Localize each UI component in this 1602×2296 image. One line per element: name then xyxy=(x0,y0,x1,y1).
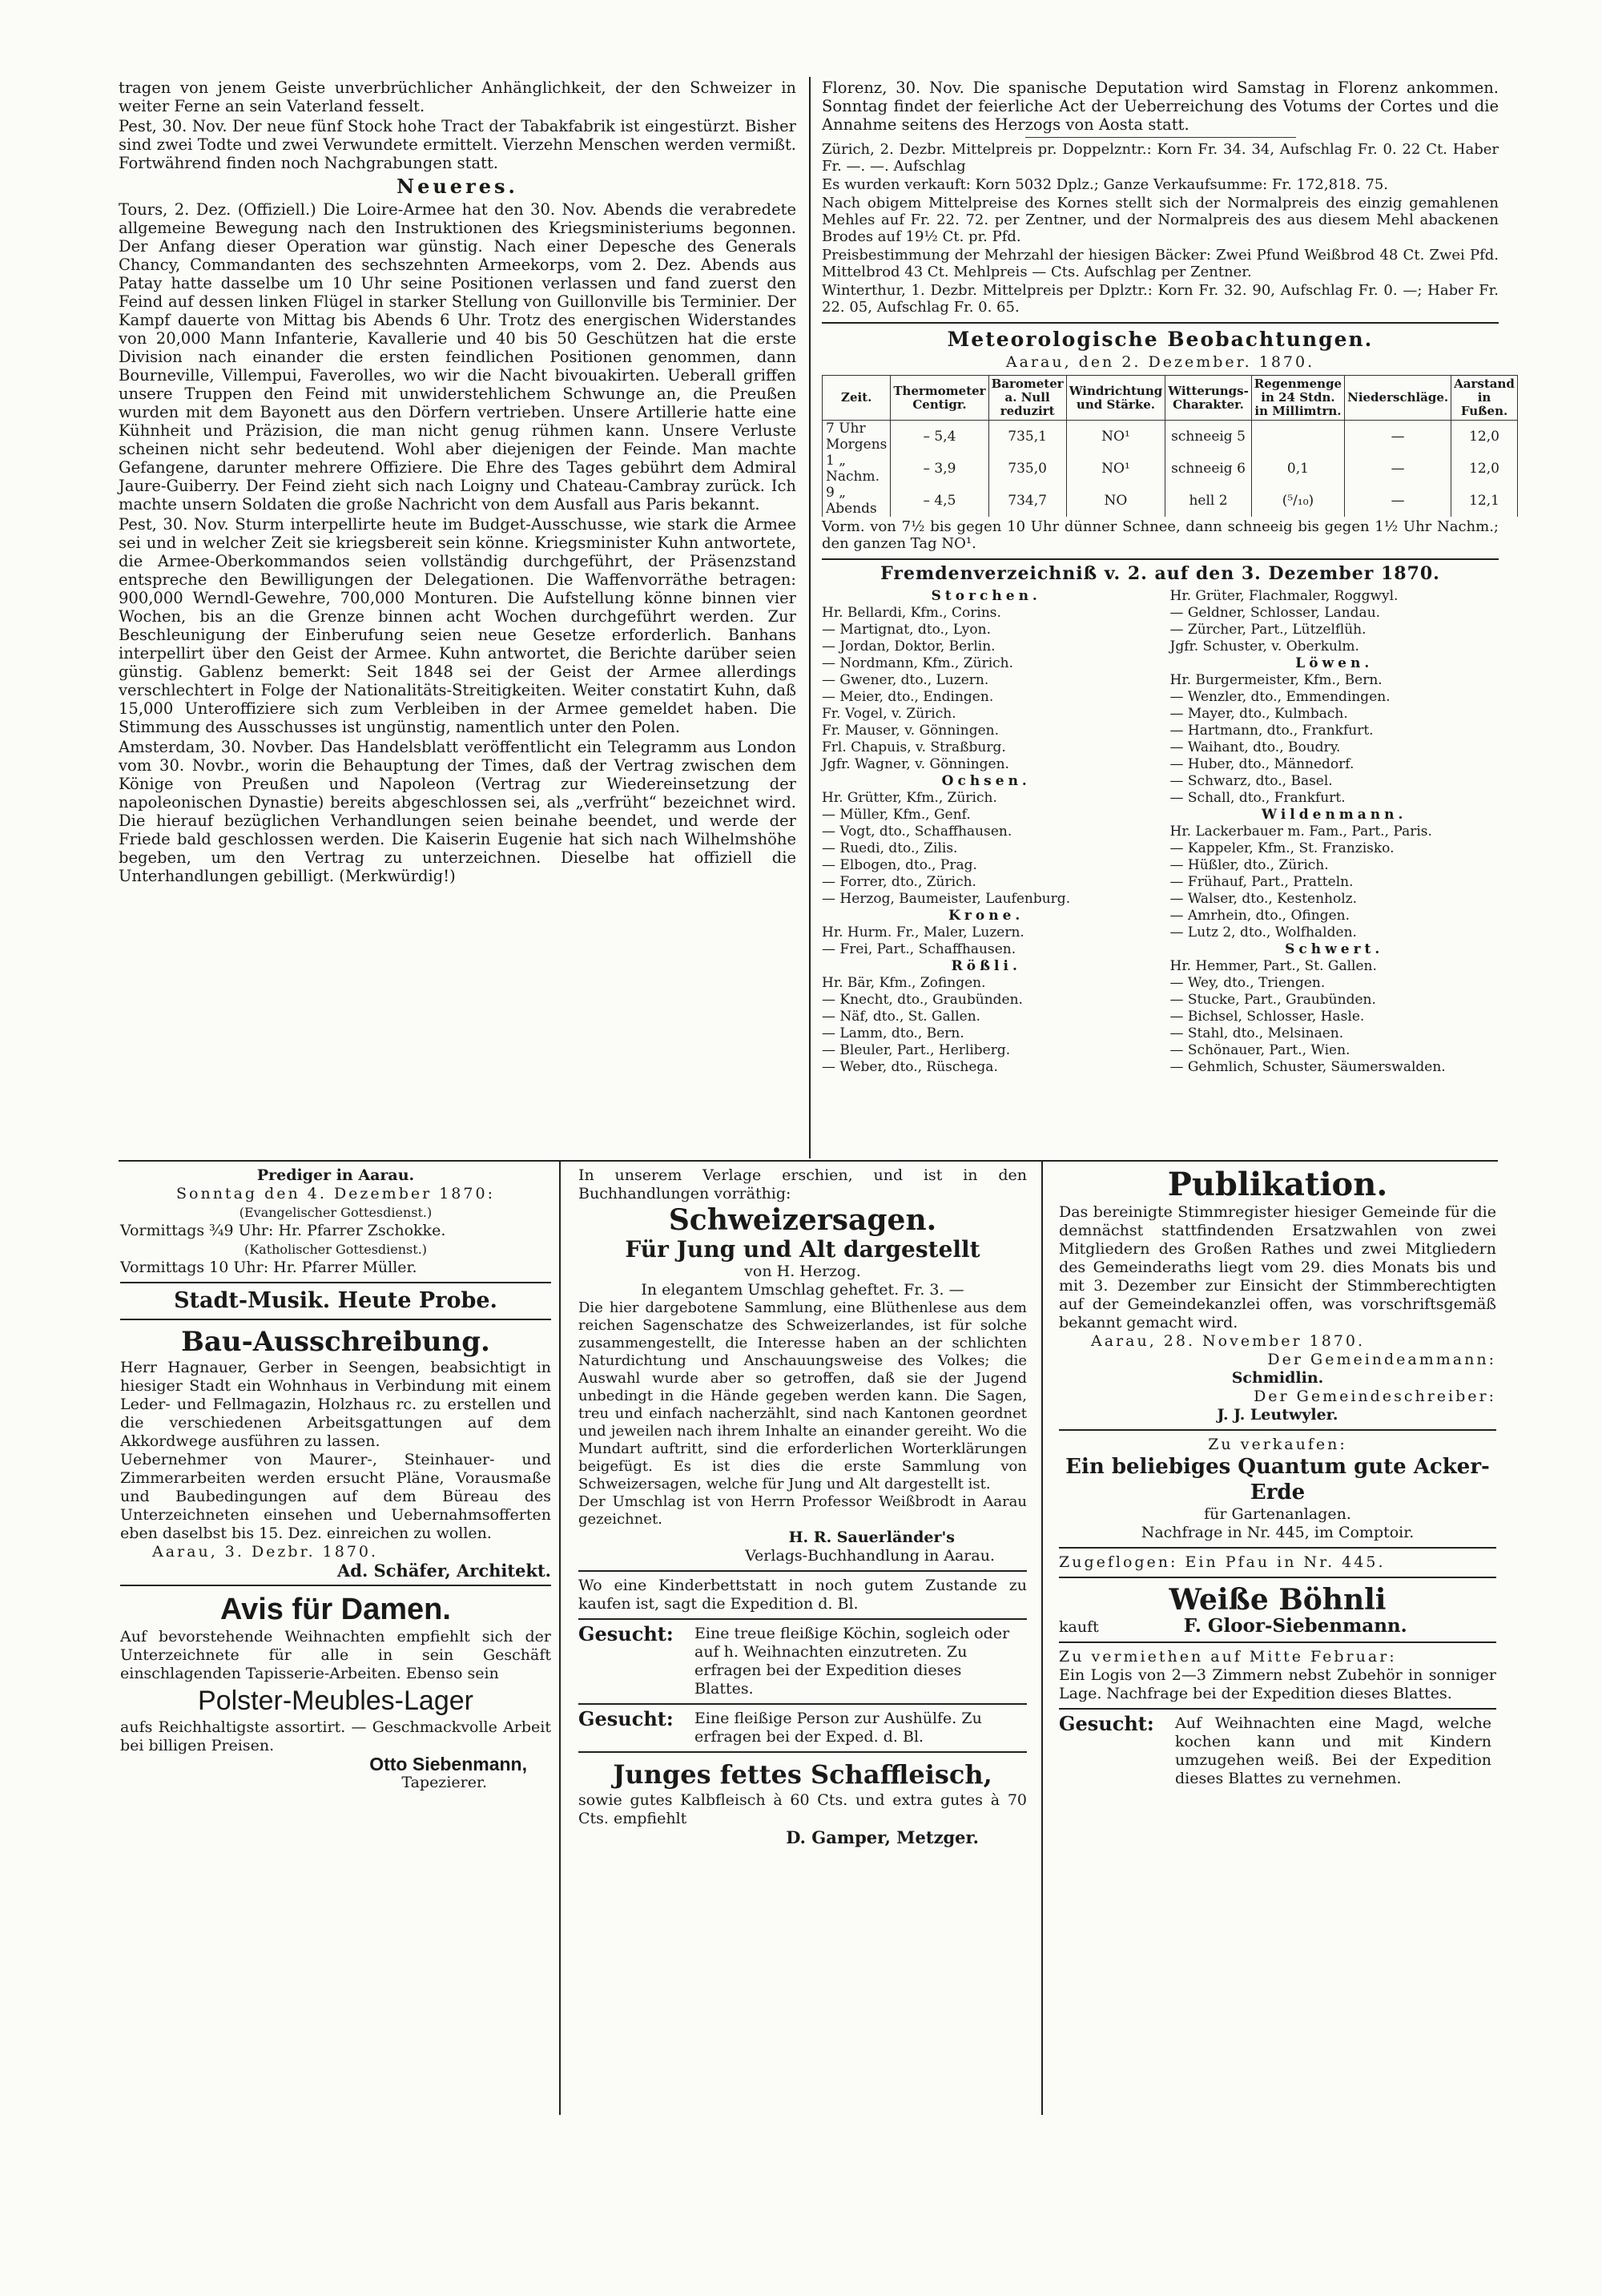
guest-entry: — Jordan, Doktor, Berlin. xyxy=(822,638,996,655)
weather-title: Meteorologische Beobachtungen. xyxy=(947,328,1374,351)
weather-cell: — xyxy=(1345,421,1451,453)
sale-heading: Zu verkaufen: xyxy=(1208,1436,1347,1453)
guest-entry: — Elbogen, dto., Prag. xyxy=(822,857,977,873)
weather-column-header: Witterungs-Charakter. xyxy=(1165,376,1252,421)
weather-cell: — xyxy=(1345,453,1451,485)
guest-entry: — Schall, dto., Frankfurt. xyxy=(1169,790,1346,806)
left-news-column xyxy=(119,79,796,887)
weather-table-body xyxy=(823,421,1518,518)
rent-text: Ein Logis von 2—3 Zimmern nebst Zubehör in sonniger Lage. Nachfrage bei der Expedition dieses Blattes. xyxy=(1059,1666,1496,1702)
divider xyxy=(1059,1708,1496,1710)
guest-entry: — Waihant, dto., Boudry. xyxy=(1169,739,1341,755)
hotel-name: Rößli. xyxy=(951,958,1021,974)
market-line: Winterthur, 1. Dezbr. Mittelpreis per Dplztr.: Korn Fr. 32. 90, Aufschlag Fr. 0. —; Haber Fr. 22. 05, Aufschlag Fr. 0. 65. xyxy=(822,282,1499,316)
guest-entry: — Schönauer, Part., Wien. xyxy=(1169,1042,1350,1058)
divider xyxy=(1059,1641,1496,1643)
guest-entry: — Knecht, dto., Graubünden. xyxy=(822,992,1023,1008)
weather-column-header: Zeit. xyxy=(823,376,891,421)
guest-entry: — Stahl, dto., Melsinaen. xyxy=(1169,1025,1344,1041)
guest-entry: Hr. Lackerbauer m. Fam., Part., Paris. xyxy=(1169,824,1432,840)
weather-cell: – 4,5 xyxy=(891,485,988,517)
ads-column-a xyxy=(120,1166,551,1792)
sermon-title: Prediger in Aarau. xyxy=(256,1166,415,1184)
guest-entry: — Kappeler, Kfm., St. Franzisko. xyxy=(1169,840,1395,856)
avis-title: Avis für Damen. xyxy=(220,1593,451,1626)
kinderbett-ad: Wo eine Kinderbettstatt in noch gutem Zustande zu kaufen ist, sagt die Expedition d. Bl. xyxy=(578,1577,1027,1613)
koechin-text: Eine treue fleißige Köchin, sogleich oder auf h. Weihnachten einzutreten. Zu erfragen bei der Expedition dieses Blattes. xyxy=(694,1625,1010,1698)
guest-entries xyxy=(822,790,1151,908)
guest-entry: — Wey, dto., Triengen. xyxy=(1169,975,1326,991)
publication-date: Aarau, 28. November 1870. xyxy=(1091,1332,1366,1350)
bau-signature: Ad. Schäfer, Architekt. xyxy=(337,1561,551,1581)
weather-place: Aarau, den 2. Dezember. 1870. xyxy=(1005,353,1315,371)
schaffleisch-text: sowie gutes Kalbfleisch à 60 Cts. und extra gutes à 70 Cts. empfiehlt xyxy=(578,1791,1027,1827)
guest-entries xyxy=(822,605,1151,773)
weather-cell: (⁵/₁₀) xyxy=(1251,485,1344,517)
sagen-author: von H. Herzog. xyxy=(744,1263,861,1280)
guest-entry: — Lutz 2, dto., Wolfhalden. xyxy=(1169,924,1357,941)
sermon-date: Sonntag den 4. Dezember 1870: xyxy=(176,1185,495,1202)
erde-title: Ein beliebiges Quantum gute Acker-Erde xyxy=(1065,1455,1490,1504)
guest-entry: — Müller, Kfm., Genf. xyxy=(822,807,971,823)
right-news-column xyxy=(822,79,1515,1076)
weather-cell: schneeig 6 xyxy=(1165,453,1252,485)
ads-column-b xyxy=(578,1166,1027,1847)
official-name: Schmidlin. xyxy=(1231,1369,1324,1387)
hotel-name: Löwen. xyxy=(1295,655,1374,671)
guest-entry: Hr. Grüter, Flachmaler, Roggwyl. xyxy=(1169,588,1399,604)
aushuelfe-ad xyxy=(578,1707,1027,1746)
guest-entries xyxy=(1170,824,1499,941)
weather-cell: 734,7 xyxy=(988,485,1066,517)
avis-text: Auf bevorstehende Weihnachten empfiehlt sich der Unterzeichnete für alle in sein Geschäft einschlagenden Tapisserie-Arbeiten. Ebenso sein xyxy=(120,1628,551,1682)
market-line: Zürich, 2. Dezbr. Mittelpreis pr. Doppelzntr.: Korn Fr. 34. 34, Aufschlag Fr. 0. 22 Ct. Haber Fr. —. —. Aufschlag xyxy=(822,141,1499,175)
guest-entry: Hr. Hemmer, Part., St. Gallen. xyxy=(1169,958,1377,974)
guest-entry: — Zürcher, Part., Lützelflüh. xyxy=(1169,622,1367,638)
divider xyxy=(578,1618,1027,1620)
gloor-name: F. Gloor-Siebenmann. xyxy=(1183,1615,1407,1637)
sermon-line: (Katholischer Gottesdienst.) xyxy=(244,1242,428,1257)
guest-entry: — Geldner, Schlosser, Landau. xyxy=(1169,605,1381,621)
divider xyxy=(822,322,1499,324)
gamper-signature: D. Gamper, Metzger. xyxy=(786,1827,979,1847)
guest-entries xyxy=(822,924,1151,958)
guest-entries xyxy=(822,975,1151,1076)
pfau-notice: Zugeflogen: Ein Pfau in Nr. 445. xyxy=(1059,1553,1386,1571)
gesucht-label: Gesucht: xyxy=(1059,1712,1154,1735)
market-report xyxy=(822,141,1499,316)
divider xyxy=(822,558,1499,560)
weather-cell: – 5,4 xyxy=(891,421,988,453)
divider xyxy=(1059,1429,1496,1431)
weather-column-header: Aarstand in Fußen. xyxy=(1451,376,1518,421)
weather-column-header: Windrichtung und Stärke. xyxy=(1066,376,1165,421)
stadtmusik-notice: Stadt-Musik. Heute Probe. xyxy=(174,1288,497,1313)
guest-entry: — Walser, dto., Kestenholz. xyxy=(1169,891,1358,907)
bau-text: Herr Hagnauer, Gerber in Seengen, beabsichtigt in hiesiger Stadt ein Wohnhaus in Verbindung mit einem Leder- und Fellmagazin, Holzhaus rc. zu erstellen und die verschiedenen Arbeitsgattungen auf dem Akkordwege ausführen zu lassen. xyxy=(120,1359,551,1450)
kauft-label: kauft xyxy=(1059,1618,1099,1636)
gesucht-label: Gesucht: xyxy=(578,1707,674,1730)
ads-column-c xyxy=(1059,1166,1496,1788)
sermon-line: (Evangelischer Gottesdienst.) xyxy=(239,1205,433,1220)
rent-heading: Zu vermiethen auf Mitte Februar: xyxy=(1059,1648,1397,1666)
divider xyxy=(120,1282,551,1283)
guest-entry: Fr. Vogel, v. Zürich. xyxy=(822,706,956,722)
hotel-name: Schwert. xyxy=(1285,941,1384,957)
erde-text: für Gartenanlagen. xyxy=(1204,1505,1351,1523)
guest-entry: Hr. Bellardi, Kfm., Corins. xyxy=(822,605,1001,621)
guest-entry: — Hüßler, dto., Zürich. xyxy=(1169,857,1329,873)
guest-entry: — Mayer, dto., Kulmbach. xyxy=(1169,706,1348,722)
official-role: Der Gemeindeschreiber: xyxy=(1254,1388,1496,1405)
guest-entry: Hr. Grütter, Kfm., Zürich. xyxy=(822,790,997,806)
guest-entry: Hr. Bär, Kfm., Zofingen. xyxy=(822,975,986,991)
sagen-price: In elegantem Umschlag geheftet. Fr. 3. — xyxy=(641,1281,964,1299)
divider xyxy=(1059,1547,1496,1549)
guest-list-title: Fremdenverzeichniß v. 2. auf den 3. Dezember 1870. xyxy=(880,563,1440,584)
sermon-line: Vormittags 10 Uhr: Hr. Pfarrer Müller. xyxy=(120,1259,417,1276)
koechin-ad xyxy=(578,1622,1027,1698)
weather-cell: 12,1 xyxy=(1451,485,1518,517)
guest-entry: — Stucke, Part., Graubünden. xyxy=(1169,992,1376,1008)
guest-entry: — Bichsel, Schlosser, Hasle. xyxy=(1169,1009,1365,1025)
weather-cell: 0,1 xyxy=(1251,453,1344,485)
weather-cell: 1 „ Nachm. xyxy=(823,453,891,485)
boehnli-line xyxy=(1059,1617,1496,1637)
guest-entry: Jgfr. Schuster, v. Oberkulm. xyxy=(1169,638,1359,655)
weather-cell: 735,1 xyxy=(988,421,1066,453)
guest-entry: — Ruedi, dto., Zilis. xyxy=(822,840,958,856)
section-rule xyxy=(119,1160,1498,1162)
guest-entry: Frl. Chapuis, v. Straßburg. xyxy=(822,739,1006,755)
guest-entry: — Lamm, dto., Bern. xyxy=(822,1025,964,1041)
divider xyxy=(1025,137,1296,138)
divider xyxy=(578,1570,1027,1572)
guest-entry: — Wenzler, dto., Emmendingen. xyxy=(1169,689,1391,705)
guest-entry: — Frei, Part., Schaffhausen. xyxy=(822,941,1016,957)
hotel-name: Wildenmann. xyxy=(1262,807,1407,823)
weather-row xyxy=(823,421,1518,453)
publication-title: Publikation. xyxy=(1167,1166,1388,1203)
guest-entry: — Vogt, dto., Schaffhausen. xyxy=(822,824,1012,840)
guest-entry: — Herzog, Baumeister, Laufenburg. xyxy=(822,891,1071,907)
publication-text: Das bereinigte Stimmregister hiesiger Gemeinde für die demnächst stattfindenden Ersatzwahlen von zwei Mitgliedern des Großen Rathes und zwei Mitgliedern des Gemeinderaths liegt vom 29. dies Monats bis und mit 3. Dezember zur Einsicht der Stimmberechtigten auf der Gemeindekanzlei offen, was vorschriftsgemäß bekannt gemacht wird. xyxy=(1059,1203,1496,1331)
boehnli-title: Weiße Böhnli xyxy=(1169,1583,1387,1617)
hotel-name: Krone. xyxy=(948,908,1024,924)
divider xyxy=(120,1585,551,1586)
weather-column-header: Niederschläge. xyxy=(1345,376,1451,421)
market-line: Preisbestimmung der Mehrzahl der hiesigen Bäcker: Zwei Pfund Weißbrod 48 Ct. Zwei Pfd. Mittelbrod 43 Ct. Mehlpreis — Cts. Aufschlag per Zentner. xyxy=(822,247,1499,280)
otto-name: Otto Siebenmann, xyxy=(369,1754,527,1774)
erde-text: Nachfrage in Nr. 445, im Comptoir. xyxy=(1141,1524,1415,1541)
weather-cell: – 3,9 xyxy=(891,453,988,485)
guest-entry: — Hartmann, dto., Frankfurt. xyxy=(1169,723,1374,739)
bau-text: Uebernehmer von Maurer-, Steinhauer- und Zimmerarbeiten werden ersucht Pläne, Vorausmaße und Baubedingungen auf dem Büreau des Unterzeichneten einsehen und Uebernahmsofferten eben daselbst bis 15. Dez. einreichen zu wollen. xyxy=(120,1451,551,1542)
weather-column-header: Thermometer Centigr. xyxy=(891,376,988,421)
weather-cell: 12,0 xyxy=(1451,421,1518,453)
guest-entry: — Huber, dto., Männedorf. xyxy=(1169,756,1354,772)
official-role: Der Gemeindeammann: xyxy=(1267,1351,1496,1368)
guest-entry: — Frühauf, Part., Pratteln. xyxy=(1169,874,1354,890)
sagen-text: Die hier dargebotene Sammlung, eine Blüthenlese aus dem reichen Sagenschatze des Schweizerlandes, ist für solche zusammengestellt, die Interesse haben an der schlichten Naturdichtung und Anschauungsweise des Volkes; die Auswahl wurde aber so getroffen, daß sie der Jugend unbedingt in die Hände gegeben werden kann. Die Sagen, treu und einfach nacherzählt, sind nach Kantonen geordnet und jeweilen nach ihrem Inhalte an einander gereiht. Wo die Mundart auftritt, sind die erforderlichen Worterklärungen beigefügt. Es ist dies die erste Sammlung von Schweizersagen, welche für Jung und Alt dargestellt ist. xyxy=(578,1299,1027,1492)
divider xyxy=(1059,1577,1496,1578)
news-paragraph: tragen von jenem Geiste unverbrüchlicher Anhänglichkeit, der den Schweizer in weiter Ferne an sein Vaterland fesselt. xyxy=(119,79,796,115)
sagen-text: Der Umschlag ist von Herrn Professor Weißbrodt in Aarau gezeichnet. xyxy=(578,1493,1027,1528)
publisher-address: Verlags-Buchhandlung in Aarau. xyxy=(745,1547,995,1565)
ad-divider xyxy=(559,1162,561,2115)
sagen-subtitle: Für Jung und Alt dargestellt xyxy=(625,1236,980,1263)
market-line: Es wurden verkauft: Korn 5032 Dplz.; Ganze Verkaufsumme: Fr. 172,818. 75. xyxy=(822,176,1389,193)
weather-note: Vorm. von 7½ bis gegen 10 Uhr dünner Schnee, dann schneeig bis gegen 1½ Uhr Nachm.; den ganzen Tag NO¹. xyxy=(822,518,1499,552)
news-paragraph: Tours, 2. Dez. (Offiziell.) Die Loire-Armee hat den 30. Nov. Abends die verabredete allgemeine Bewegung nach den Instruktionen des Kriegsministeriums begonnen. Der Anfang dieser Operation war günstig. Nach einer Depesche des Generals Chancy, Commandanten des sechszehnten Armeekorps, vom 2. Dez. Abends aus Patay hatte dasselbe um 10 Uhr seine Positionen verlassen und fand zuerst den Feind auf dessen linken Flügel in starker Stellung von Guillonville bis Terminier. Der Kampf dauerte von Mittag bis Abends 6 Uhr. Trotz des energischen Widerstandes von 20,000 Mann Infanterie, Kavallerie und 40 bis 50 Geschützen hat die erste Division nach einander die ersten feindlichen Positionen genommen, dann Bourneville, Villempui, Faverolles, wo wir die Nacht bivouakirten. Ueberall griffen unsere Truppen den Feind mit unwiderstehlichem Schwunge an, die Preußen wurden mit dem Bayonett aus den Dörfern vertrieben. Unsere Artillerie hatte eine Kühnheit und Präzision, die man nicht genug rühmen kann. Unsere Verluste scheinen nicht sehr bedeutend. Wohl aber diejenigen der Feinde. Man machte Gefangene, darunter mehrere Offiziere. Die Ehre des Tages gebührt dem Admiral Jaure-Guiberry. Der Feind zieht sich nach Loigny und Chateau-Cambray zurück. Ich machte unsern Soldaten die große Nachricht von dem Ausfall aus Paris bekannt. xyxy=(119,200,796,514)
weather-cell xyxy=(1251,421,1344,453)
weather-row xyxy=(823,485,1518,517)
weather-cell: 7 Uhr Morgens xyxy=(823,421,891,453)
guest-entry: Fr. Mauser, v. Gönningen. xyxy=(822,723,999,739)
divider xyxy=(120,1319,551,1320)
guest-entry: — Schwarz, dto., Basel. xyxy=(1169,773,1333,789)
news-paragraph: Pest, 30. Nov. Der neue fünf Stock hohe Tract der Tabakfabrik ist eingestürzt. Bisher sind zwei Todte und zwei Verwundete ermittelt. Vierzehn Menschen werden vermißt. Fortwährend finden noch Nachgrabungen statt. xyxy=(119,117,796,172)
guest-entry: Hr. Hurm. Fr., Maler, Luzern. xyxy=(822,924,1024,941)
weather-cell: 9 „ Abends xyxy=(823,485,891,517)
weather-cell: NO¹ xyxy=(1066,421,1165,453)
guest-entry: — Nordmann, Kfm., Zürich. xyxy=(822,655,1014,671)
weather-cell: hell 2 xyxy=(1165,485,1252,517)
guest-list-left xyxy=(822,588,1151,1076)
guest-list-right xyxy=(1170,588,1499,1076)
magd-text: Auf Weihnachten eine Magd, welche kochen kann und mit Kindern umzugehen weiß. Bei der Expedition dieses Blattes zu vernehmen. xyxy=(1175,1714,1491,1787)
guest-list xyxy=(822,588,1499,1076)
polster-heading: Polster-Meubles-Lager xyxy=(198,1686,473,1716)
guest-entry: — Martignat, dto., Lyon. xyxy=(822,622,991,638)
publisher-name: H. R. Sauerländer's xyxy=(788,1529,955,1546)
guest-entries xyxy=(1170,958,1499,1076)
guest-entries xyxy=(1170,672,1499,807)
weather-cell: NO¹ xyxy=(1066,453,1165,485)
bau-title: Bau-Ausschreibung. xyxy=(181,1326,490,1358)
magd-ad xyxy=(1059,1714,1496,1788)
weather-cell: 12,0 xyxy=(1451,453,1518,485)
guest-entry: — Meier, dto., Endingen. xyxy=(822,689,994,705)
ad-divider xyxy=(1041,1162,1043,2115)
weather-cell: schneeig 5 xyxy=(1165,421,1252,453)
guest-entry: — Amrhein, dto., Ofingen. xyxy=(1169,908,1350,924)
guest-entry: — Bleuler, Part., Herliberg. xyxy=(822,1042,1011,1058)
guest-entry: Hr. Burgermeister, Kfm., Bern. xyxy=(1169,672,1383,688)
guest-entry: — Näf, dto., St. Gallen. xyxy=(822,1009,981,1025)
weather-table xyxy=(822,375,1518,517)
divider xyxy=(578,1751,1027,1753)
weather-column-header: Barometer a. Null reduzirt xyxy=(988,376,1066,421)
market-line: Nach obigem Mittelpreise des Kornes stellt sich der Normalpreis des einzig gemahlenen Mehles auf Fr. 22. 72. per Zentner, und der Normalpreis des aus diesem Mehl abackenen Brodes auf 19½ Ct. pr. Pfd. xyxy=(822,195,1499,245)
verlag-intro: In unserem Verlage erschien, und ist in den Buchhandlungen vorräthig: xyxy=(578,1166,1027,1202)
weather-row xyxy=(823,453,1518,485)
sermon-line: Vormittags ¾9 Uhr: Hr. Pfarrer Zschokke. xyxy=(120,1222,446,1239)
bau-date: Aarau, 3. Dezbr. 1870. xyxy=(152,1543,379,1561)
section-heading: Neueres. xyxy=(396,175,518,198)
weather-cell: NO xyxy=(1066,485,1165,517)
column-divider xyxy=(809,77,811,1158)
divider xyxy=(578,1703,1027,1705)
schaffleisch-title: Junges fettes Schaffleisch, xyxy=(613,1759,992,1790)
guest-entry: — Weber, dto., Rüschega. xyxy=(822,1059,998,1075)
weather-cell: — xyxy=(1345,485,1451,517)
aushuelfe-text: Eine fleißige Person zur Aushülfe. Zu erfragen bei der Exped. d. Bl. xyxy=(694,1710,982,1746)
news-paragraph: Pest, 30. Nov. Sturm interpellirte heute im Budget-Ausschusse, wie stark die Armee sei und in welcher Zeit sie kriegsbereit sein könne. Kriegsminister Kuhn antwortete, die Armee-Oberkommandos seien vollständig durchgeführt, der Präsenzstand entspreche den Bewilligungen der Delegationen. Die Waffenvorräthe betragen: 900,000 Werndl-Gewehre, 700,000 Monturen. Die Aufstellung könne binnen vier Wochen, bis an die Grenze binnen acht Wochen durchgeführt werden. Zur Beschleunigung der Einberufung seien neue Gesetze erforderlich. Banhans interpellirt über den Geist der Armee. Kuhn antwortet, die Berichte darüber seien günstig. Gablenz bemerkt: Seit 1848 sei der Geist der Armee allerdings verschlechtert in Folge der Nationalitäts-Streitigkeiten. Weiter constatirt Kuhn, daß 15,000 Unteroffiziere sich zum Verbleiben in der Armee gemeldet haben. Die Stimmung des Ausschusses ist ungünstig, namentlich unter den Polen. xyxy=(119,515,796,736)
guest-entry: — Gehmlich, Schuster, Säumerswalden. xyxy=(1169,1059,1446,1075)
guest-entries xyxy=(1170,588,1499,655)
weather-table-header xyxy=(823,376,1518,421)
hotel-name: Storchen. xyxy=(931,588,1041,604)
gesucht-label: Gesucht: xyxy=(578,1622,674,1645)
weather-column-header: Regenmenge in 24 Stdn. in Millimtrn. xyxy=(1251,376,1344,421)
official-name: J. J. Leutwyler. xyxy=(1217,1406,1338,1424)
otto-job: Tapezierer. xyxy=(401,1774,487,1791)
hotel-name: Ochsen. xyxy=(941,773,1031,789)
weather-cell: 735,0 xyxy=(988,453,1066,485)
sagen-title: Schweizersagen. xyxy=(668,1203,937,1237)
guest-entry: Jgfr. Wagner, v. Gönningen. xyxy=(822,756,1009,772)
guest-entry: — Gwener, dto., Luzern. xyxy=(822,672,989,688)
polster-text: aufs Reichhaltigste assortirt. — Geschmackvolle Arbeit bei billigen Preisen. xyxy=(120,1718,551,1754)
news-paragraph: Amsterdam, 30. Novber. Das Handelsblatt veröffentlicht ein Telegramm aus London vom 30. Novbr., worin die Behauptung der Times, daß der Vertrag zwischen dem Könige von Preußen und Napoleon (Vertrag zur Wiedereinsetzung der napoleonischen Dynastie) bereits abgeschlossen sei, als „verfrüht“ bezeichnet wird. Die hierauf bezüglichen Verhandlungen seien beinahe beendet, und werde der Friede bald geschlossen werden. Die Kaiserin Eugenie hat sich nach Wilhelmshöhe begeben, um den Vertrag zu unterzeichnen. Dieselbe hat offiziell die Unterhandlungen gebilligt. (Merkwürdig!) xyxy=(119,738,796,885)
guest-entry: — Forrer, dto., Zürich. xyxy=(822,874,976,890)
news-paragraph: Florenz, 30. Nov. Die spanische Deputation wird Samstag in Florenz ankommen. Sonntag findet der feierliche Act der Ueberreichung des Votums der Cortes und die Annahme seitens des Herzogs von Aosta statt. xyxy=(822,79,1499,134)
